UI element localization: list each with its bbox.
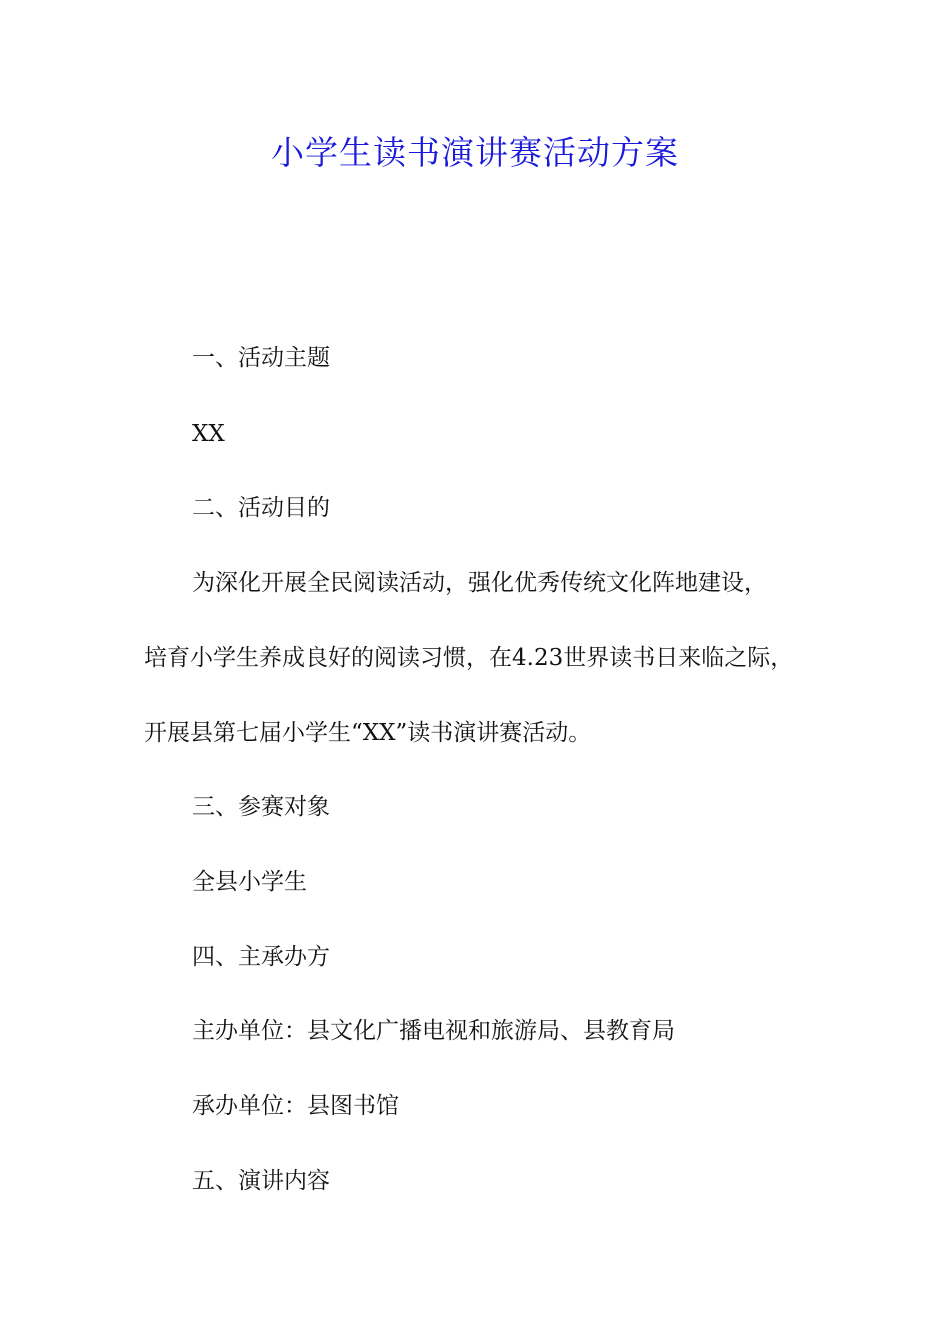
section-2-heading: 二、活动目的 — [192, 495, 330, 521]
document-title: 小学生读书演讲赛活动方案 — [271, 133, 679, 172]
section-3-text: 全县小学生 — [192, 869, 307, 895]
section-5-heading: 五、演讲内容 — [192, 1168, 330, 1194]
section-4-heading: 四、主承办方 — [192, 944, 330, 970]
section-2-para-line-3: 开展县第七届小学生“XX”读书演讲赛活动。 — [144, 720, 592, 746]
section-2-para-line-2: 培育小学生养成良好的阅读习惯，在4.23世界读书日来临之际， — [144, 645, 794, 671]
section-2-para-line-1: 为深化开展全民阅读活动，强化优秀传统文化阵地建设， — [192, 570, 767, 596]
section-4-organizer: 承办单位：县图书馆 — [192, 1093, 399, 1119]
section-1-heading: 一、活动主题 — [192, 345, 330, 371]
section-1-text: XX — [192, 421, 225, 447]
section-3-heading: 三、参赛对象 — [192, 794, 330, 820]
section-4-host: 主办单位：县文化广播电视和旅游局、县教育局 — [192, 1018, 675, 1044]
